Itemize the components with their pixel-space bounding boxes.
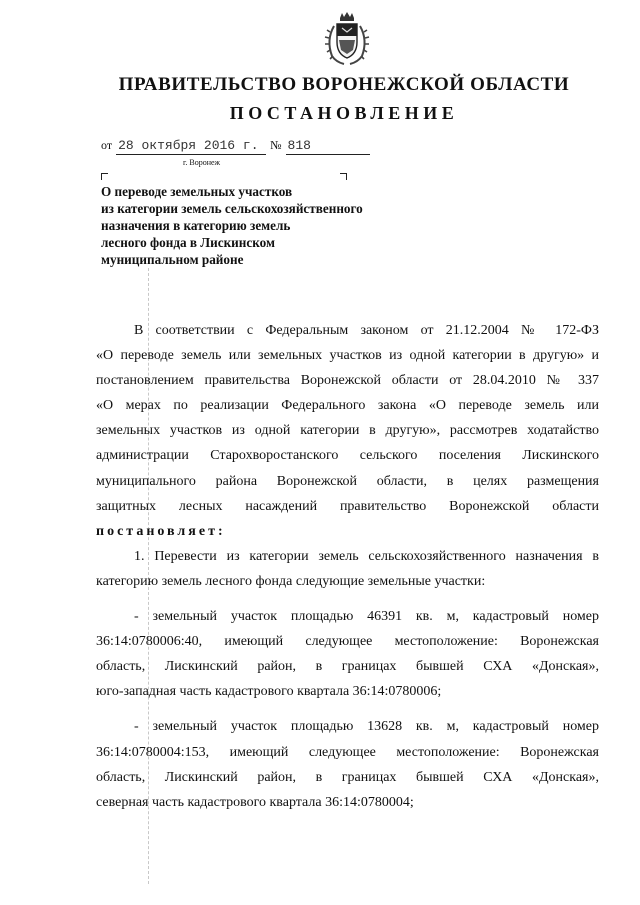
number-sign-label: № xyxy=(270,138,282,152)
plot-line: 36:14:0780006:40, имеющий следующее местоположение: Воронежская xyxy=(96,634,599,650)
issue-city: г. Воронеж xyxy=(183,158,221,167)
subject-line: лесного фонда в Лискинском xyxy=(101,235,275,250)
preamble-line: муниципального района Воронежской области, в целях размещения xyxy=(96,473,599,489)
plot-line: 36:14:0780004:153, имеющий следующее местоположение: Воронежская xyxy=(96,744,599,760)
item-line: 1. Перевести из категории земель сельскохозяйственного назначения в xyxy=(134,548,599,564)
date-prefix-label: от xyxy=(101,138,113,152)
item-line: категорию земель лесного фонда следующие земельные участки: xyxy=(96,573,486,589)
preamble-line: земельных участков из одной категории в другую», рассмотрев ходатайство xyxy=(96,423,599,439)
subject-line: из категории земель сельскохозяйственного xyxy=(101,201,363,216)
preamble-line: В соответствии с Федеральным законом от 21.12.2004 № 172-ФЗ xyxy=(134,323,599,338)
plot-line: - земельный участок площадью 46391 кв. м, кадастровый номер xyxy=(134,609,599,625)
subject-line: О переводе земельных участков xyxy=(101,184,293,199)
subject-line: муниципальном районе xyxy=(101,252,244,267)
decree-word: постановляет: xyxy=(96,523,226,539)
document-body xyxy=(96,318,599,815)
subject-bracket-left xyxy=(101,173,108,180)
organization-title: ПРАВИТЕЛЬСТВО ВОРОНЕЖСКОЙ ОБЛАСТИ xyxy=(118,74,570,95)
plot-line: юго-западная часть кадастрового квартала 36:14:0780006; xyxy=(96,684,442,700)
plot-line: - земельный участок площадью 13628 кв. м, кадастровый номер xyxy=(134,719,599,735)
preamble-line: администрации Старохворостанского сельского поселения Лискинского xyxy=(96,448,599,464)
plot-line: северная часть кадастрового квартала 36:14:0780004; xyxy=(96,794,414,810)
preamble-line: «О переводе земель или земельных участков из одной категории в другую» и xyxy=(96,348,599,364)
coat-of-arms-icon xyxy=(322,10,372,68)
preamble-line: постановлением правительства Воронежской области от 28.04.2010 № 337 xyxy=(96,373,599,389)
document-meta-row xyxy=(101,138,370,155)
subject-line: назначения в категорию земель xyxy=(101,218,291,233)
document-type-title: ПОСТАНОВЛЕНИЕ xyxy=(229,103,459,123)
subject-bracket-right xyxy=(340,173,347,180)
preamble-line: «О мерах по реализации Федерального закона «О переводе земель или xyxy=(96,398,599,414)
plot-line: область, Лискинский район, в границах бывшей СХА «Донская», xyxy=(96,769,599,785)
document-date: 28 октября 2016 г. xyxy=(116,138,266,155)
preamble-line: защитных лесных насаждений правительство Воронежской области xyxy=(96,498,599,514)
document-subject xyxy=(101,183,431,268)
document-number: 818 xyxy=(286,138,370,155)
plot-line: область, Лискинский район, в границах бывшей СХА «Донская», xyxy=(96,659,599,675)
